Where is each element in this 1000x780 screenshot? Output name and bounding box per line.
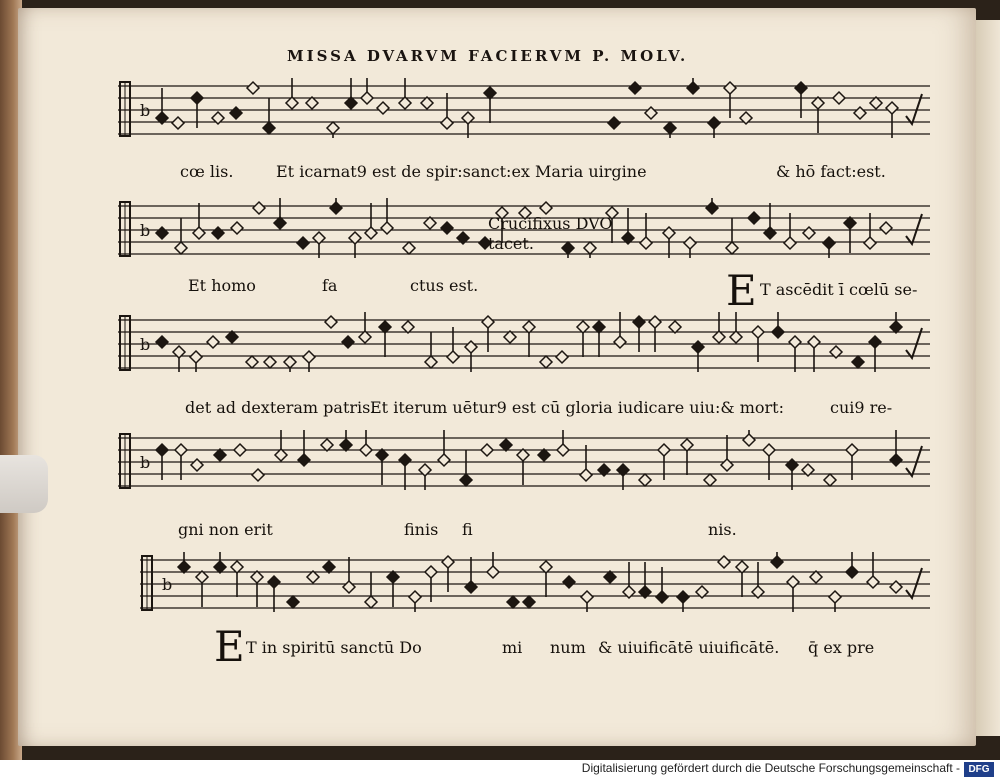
page-header: MISSA DVARVM FACIERVM P. MOLV. bbox=[287, 47, 689, 65]
lyric-5a: T in spiritū sanctū Do bbox=[246, 638, 422, 657]
initial-et-ascendit: E bbox=[726, 266, 757, 315]
svg-text:b: b bbox=[162, 575, 173, 594]
next-page-edge bbox=[976, 20, 1000, 736]
dfg-logo: DFG bbox=[964, 762, 994, 777]
lyric-2b: fa bbox=[322, 276, 338, 295]
lyric-3a: det ad dexteram patris. bbox=[185, 398, 376, 417]
lyric-2d: T ascēdit ī cœlū se- bbox=[760, 280, 918, 299]
staff-5 bbox=[140, 552, 930, 612]
lyric-5e: q̄ ex pre bbox=[808, 638, 875, 657]
initial-et-in-spiritum: E bbox=[214, 622, 245, 671]
svg-text:b: b bbox=[140, 453, 151, 472]
staff-3 bbox=[118, 312, 930, 372]
lyric-1c: & hō fact:est. bbox=[776, 162, 886, 181]
svg-text:b: b bbox=[140, 101, 151, 120]
footer-credit: Digitalisierung gefördert durch die Deutsche Forschungsgemeinschaft - bbox=[581, 761, 960, 775]
staff-1 bbox=[118, 78, 930, 138]
page-marker-tab bbox=[0, 455, 48, 513]
lyric-2c: ctus est. bbox=[410, 276, 479, 295]
lyric-4d: nis. bbox=[708, 520, 737, 539]
svg-text:b: b bbox=[140, 221, 151, 240]
lyric-4b: finis bbox=[404, 520, 439, 539]
lyric-5b: mi bbox=[502, 638, 523, 657]
lyric-5d: & uiuificātē uiuificātē. bbox=[598, 638, 780, 657]
rubric-crucifixus: Crucifixus DVO tacet. bbox=[488, 214, 613, 253]
lyric-4c: fi bbox=[462, 520, 473, 539]
lyric-3b: Et iterum uētur9 est cū gloria iudicare uiu:& mort: bbox=[370, 398, 784, 417]
lyric-4a: gni non erit bbox=[178, 520, 273, 539]
lyric-1a: cœ lis. bbox=[180, 162, 234, 181]
footer-bar bbox=[0, 760, 1000, 780]
svg-text:b: b bbox=[140, 335, 151, 354]
lyric-1b: Et icarnat9 est de spir:sanct:ex Maria uirgine bbox=[276, 162, 647, 181]
lyric-3c: cui9 re- bbox=[830, 398, 893, 417]
staff-4 bbox=[118, 430, 930, 490]
lyric-5c: num bbox=[550, 638, 586, 657]
lyric-2a: Et homo bbox=[188, 276, 256, 295]
